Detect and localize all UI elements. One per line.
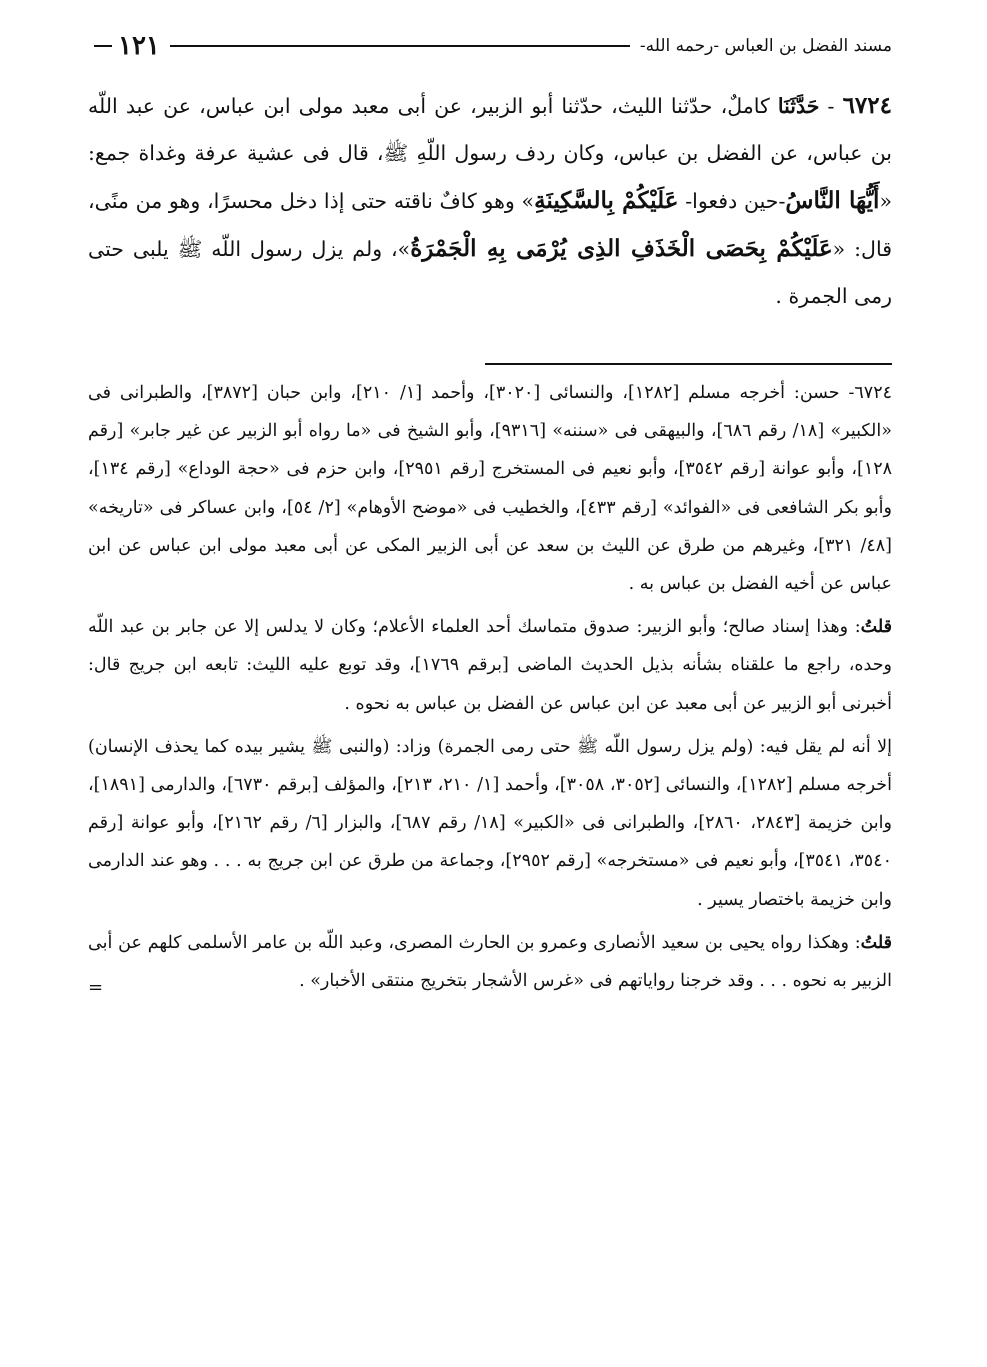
prophetic-quote: عَلَيْكُمْ بِحَصَى الْخَذَفِ الذِى يُرْمَى بِهِ الْجَمْرَةُ — [410, 235, 833, 262]
page-number: ١٢١ — [118, 31, 160, 61]
takhrij-paragraph: ٦٧٢٤- حسن: أخرجه مسلم [١٢٨٢]، والنسائى [٣٠٢٠]، وأحمد [١/ ٢١٠]، وابن حبان [٣٨٧٢]، والطبرانى فى «الكبير» [١٨/ رقم ٦٨٦]، والبيهقى فى «سننه» [٩٣١٦]، وأبو الشيخ فى «ما رواه أبو الزبير عن غير جابر» [رقم ١٢٨]، وأبو عوانة [رقم ٣٥٤٢]، وأبو نعيم فى المستخرج [رقم ٢٩٥١]، وابن حزم فى «حجة الوداع» [رقم ١٣٤]، وأبو بكر الشافعى فى «الفوائد» [رقم ٤٣٣]، والخطيب فى «موضح الأوهام» [٢/ ٥٤]، وابن عساكر فى «تاريخه» [٤٨/ ٣٢١]، وغيرهم من طرق عن الليث بن سعد عن أبى الزبير المكى عن أبى معبد مولى ابن عباس عن ابن عباس عن أخيه الفضل بن عباس به . — [88, 383, 893, 595]
header-title: مسند الفضل بن العباس -رحمه الله- — [639, 36, 892, 56]
prophetic-quote: أَيُّهَا النَّاسُ — [785, 187, 880, 214]
hadith-text — [88, 82, 892, 320]
footnote-separator — [485, 363, 892, 365]
comment-label: قلتُ — [860, 617, 892, 638]
hadith-paragraph: ٦٧٢٤ - حَدَّثَنَا كاملٌ، حدّثنا الليث، حدّثنا أبو الزبير، عن أبى معبد مولى ابن عباس، عن عبد اللّه بن عباس، عن الفضل بن عباس، وكان ردف رسول اللّهِ ﷺ، قال فى عشية عرفة وغداة جمع: «أَيُّهَا النَّاسُ-حين دفعوا- عَلَيْكُمْ بِالسَّكِينَةِ» وهو كافٌ ناقته حتى إذا دخل محسرًا، وهو من منًى، قال: «عَلَيْكُمْ بِحَصَى الْخَذَفِ الذِى يُرْمَى بِهِ الْجَمْرَةُ»، ولم يزل رسول اللّه ﷺ يلبى حتى رمى الجمرة . — [88, 92, 893, 308]
takhrij-notes — [88, 374, 892, 1007]
header-rule — [170, 45, 630, 47]
prophetic-quote: عَلَيْكُمْ بِالسَّكِينَةِ — [534, 187, 679, 214]
comment-paragraph: قلتُ: وهكذا رواه يحيى بن سعيد الأنصارى وعمرو بن الحارث المصرى، وعبد اللّه بن عامر الأسلمى كلهم عن أبى الزبير به نحوه . . . وقد خرجنا رواياتهم فى «غرس الأشجار بتخريج منتقى الأخبار» . — [88, 932, 892, 992]
comment-label: قلتُ — [860, 932, 892, 953]
running-header — [88, 26, 892, 66]
page-number-dash — [94, 45, 112, 47]
comment-paragraph: قلتُ: وهذا إسناد صالح؛ وأبو الزبير: صدوق متماسك أحد العلماء الأعلام؛ وكان لا يدلس إلا عن جابر بن عبد اللّه وحده، راجع ما علقناه بشأنه بذيل الحديث الماضى [برقم ١٧٦٩]، وقد توبع عليه الليث: تابعه ابن جريج قال: أخبرنى أبو الزبير عن أبى معبد عن ابن عباس عن الفضل بن عباس به نحوه . — [88, 617, 892, 714]
takhrij-paragraph: إلا أنه لم يقل فيه: (ولم يزل رسول اللّه ﷺ حتى رمى الجمرة) وزاد: (والنبى ﷺ يشير بيده كما يحذف الإنسان) أخرجه مسلم [١٢٨٢]، والنسائى [٣٠٥٢، ٣٠٥٨]، وأحمد [١/ ٢١٠، ٢١٣]، والمؤلف [برقم ٦٧٣٠]، والدارمى [١٨٩١]، وابن خزيمة [٢٨٤٣، ٢٨٦٠]، والطبرانى فى «الكبير» [١٨/ رقم ٦٨٧]، والبزار [٦/ رقم ٢١٦٢]، وأبو عوانة [رقم ٣٥٤٠، ٣٥٤١]، وأبو نعيم فى «مستخرجه» [رقم ٢٩٥٢]، وجماعة من طرق عن ابن جريج به . . . وهو عند الدارمى وابن خزيمة باختصار يسير . — [88, 736, 892, 910]
hadith-opener: حَدَّثَنَا — [777, 94, 820, 118]
hadith-number: ٦٧٢٤ — [842, 92, 892, 119]
continuation-mark: = — [88, 977, 104, 999]
